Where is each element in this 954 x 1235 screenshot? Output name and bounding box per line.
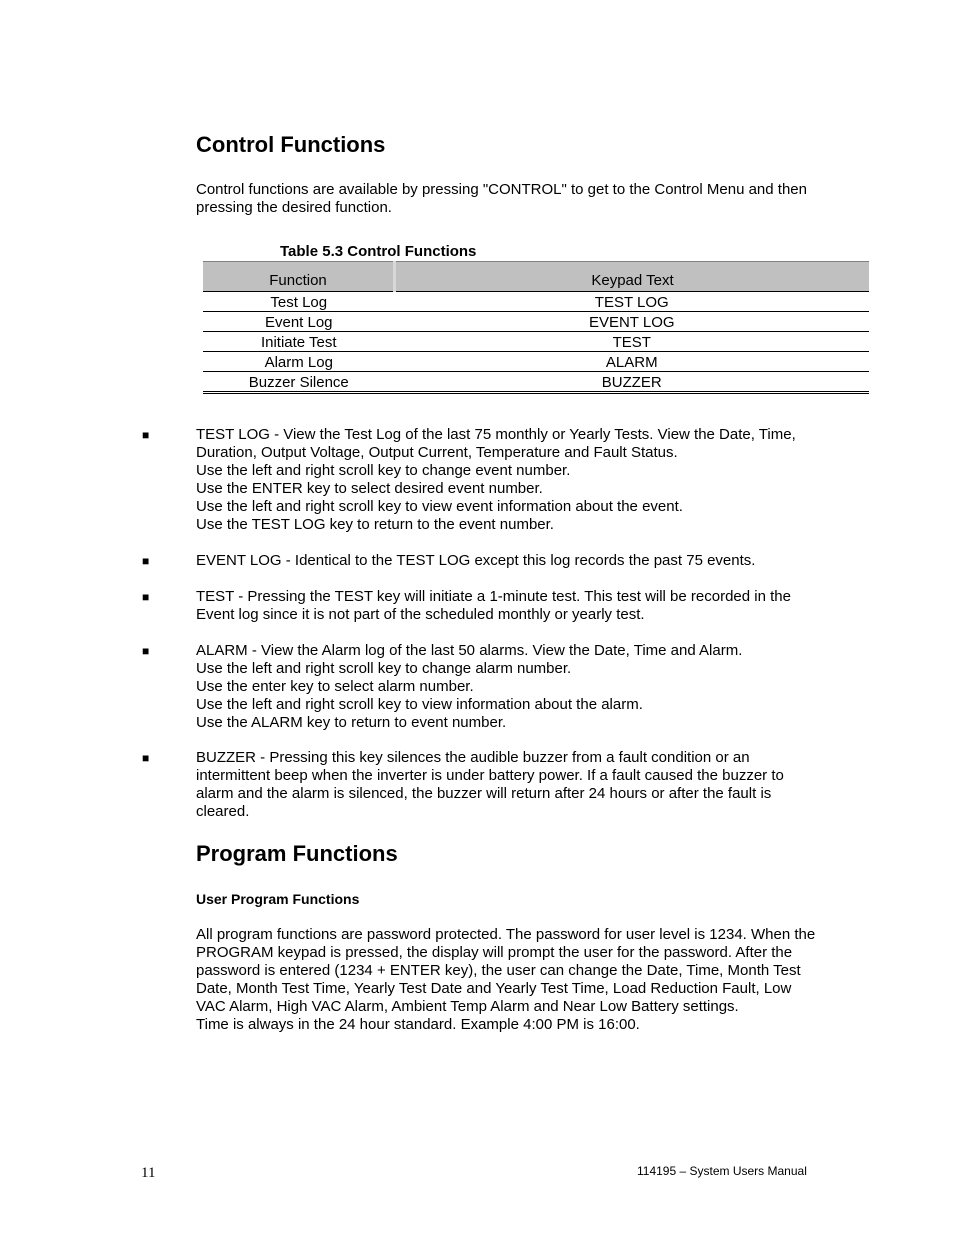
control-intro-paragraph: [196, 181, 876, 217]
table-cell-function: Test Log: [203, 292, 395, 312]
bullet-line: Use the ENTER key to select desired event number.: [196, 480, 543, 497]
column-header-function: Function: [203, 262, 395, 292]
column-header-keypad-text: Keypad Text: [395, 262, 870, 292]
bullet-text: [196, 426, 846, 534]
bullet-line: TEST LOG - View the Test Log of the last 75 monthly or Yearly Tests. View the Date, Time,: [196, 426, 796, 443]
page-number: 11: [141, 1165, 156, 1181]
table-row: [203, 332, 869, 352]
bullet-line: EVENT LOG - Identical to the TEST LOG except this log records the past 75 events.: [196, 552, 756, 569]
bullet-square-icon: ■: [142, 428, 150, 442]
table-cell-function: Event Log: [203, 312, 395, 332]
body-line: All program functions are password protected. The password for user level is 1234. When the: [196, 926, 816, 943]
control-functions-table: [203, 261, 869, 394]
bullet-line: alarm and the alarm is silenced, the buzzer will return after 24 hours or after the fault is: [196, 785, 772, 802]
table-cell-keypad-text: BUZZER: [395, 372, 870, 393]
bullet-line: Duration, Output Voltage, Output Current, Temperature and Fault Status.: [196, 444, 678, 461]
bullet-line: Use the left and right scroll key to change event number.: [196, 462, 571, 479]
bullet-line: Event log since it is not part of the scheduled monthly or yearly test.: [196, 606, 645, 623]
table-header-row: [203, 262, 869, 292]
bullet-line: TEST - Pressing the TEST key will initiate a 1-minute test. This test will be recorded in the: [196, 588, 791, 605]
bullet-text: [196, 749, 846, 821]
bullet-text: [196, 552, 846, 570]
table-cell-keypad-text: TEST LOG: [395, 292, 870, 312]
bullet-line: Use the left and right scroll key to view event information about the event.: [196, 498, 683, 515]
bullet-line: intermittent beep when the inverter is under battery power. If a fault caused the buzzer to: [196, 767, 784, 784]
table-cell-keypad-text: EVENT LOG: [395, 312, 870, 332]
bullet-square-icon: ■: [142, 644, 150, 658]
table-cell-keypad-text: TEST: [395, 332, 870, 352]
bullet-line: Use the left and right scroll key to change alarm number.: [196, 660, 572, 677]
body-line: PROGRAM keypad is pressed, the display will prompt the user for the password. After the: [196, 944, 793, 961]
bullet-line: Use the enter key to select alarm number.: [196, 678, 474, 695]
intro-line: pressing the desired function.: [196, 199, 392, 216]
footer-doc-title: 114195 – System Users Manual: [637, 1164, 807, 1178]
bullet-line: Use the TEST LOG key to return to the event number.: [196, 516, 554, 533]
body-line: Time is always in the 24 hour standard. Example 4:00 PM is 16:00.: [196, 1016, 640, 1033]
body-line: VAC Alarm, High VAC Alarm, Ambient Temp Alarm and Near Low Battery settings.: [196, 998, 739, 1015]
table-row: [203, 292, 869, 312]
bullet-line: ALARM - View the Alarm log of the last 50 alarms. View the Date, Time and Alarm.: [196, 642, 743, 659]
bullet-line: BUZZER - Pressing this key silences the audible buzzer from a fault condition or an: [196, 749, 750, 766]
table-row: [203, 352, 869, 372]
bullet-square-icon: ■: [142, 554, 150, 568]
bullet-line: cleared.: [196, 803, 250, 820]
table-row: [203, 372, 869, 393]
table-cell-function: Initiate Test: [203, 332, 395, 352]
bullet-square-icon: ■: [142, 751, 150, 765]
bullet-line: Use the left and right scroll key to view information about the alarm.: [196, 696, 643, 713]
body-line: Date, Month Test Time, Yearly Test Date and Yearly Test Time, Load Reduction Fault, Low: [196, 980, 792, 997]
bullet-text: [196, 642, 846, 732]
table-cell-function: Alarm Log: [203, 352, 395, 372]
bullet-square-icon: ■: [142, 590, 150, 604]
section-title-control-functions: Control Functions: [196, 132, 386, 157]
program-body-paragraph: [196, 926, 876, 1034]
table-cell-keypad-text: ALARM: [395, 352, 870, 372]
subsection-title: User Program Functions: [196, 891, 360, 907]
bullet-line: Use the ALARM key to return to event number.: [196, 714, 507, 731]
section-title-program-functions: Program Functions: [196, 841, 398, 866]
body-line: password is entered (1234 + ENTER key), the user can change the Date, Time, Month Test: [196, 962, 801, 979]
table-cell-function: Buzzer Silence: [203, 372, 395, 393]
table-caption: Table 5.3 Control Functions: [280, 243, 477, 260]
bullet-text: [196, 588, 846, 624]
intro-line: Control functions are available by pressing "CONTROL" to get to the Control Menu and then: [196, 181, 807, 198]
table-row: [203, 312, 869, 332]
